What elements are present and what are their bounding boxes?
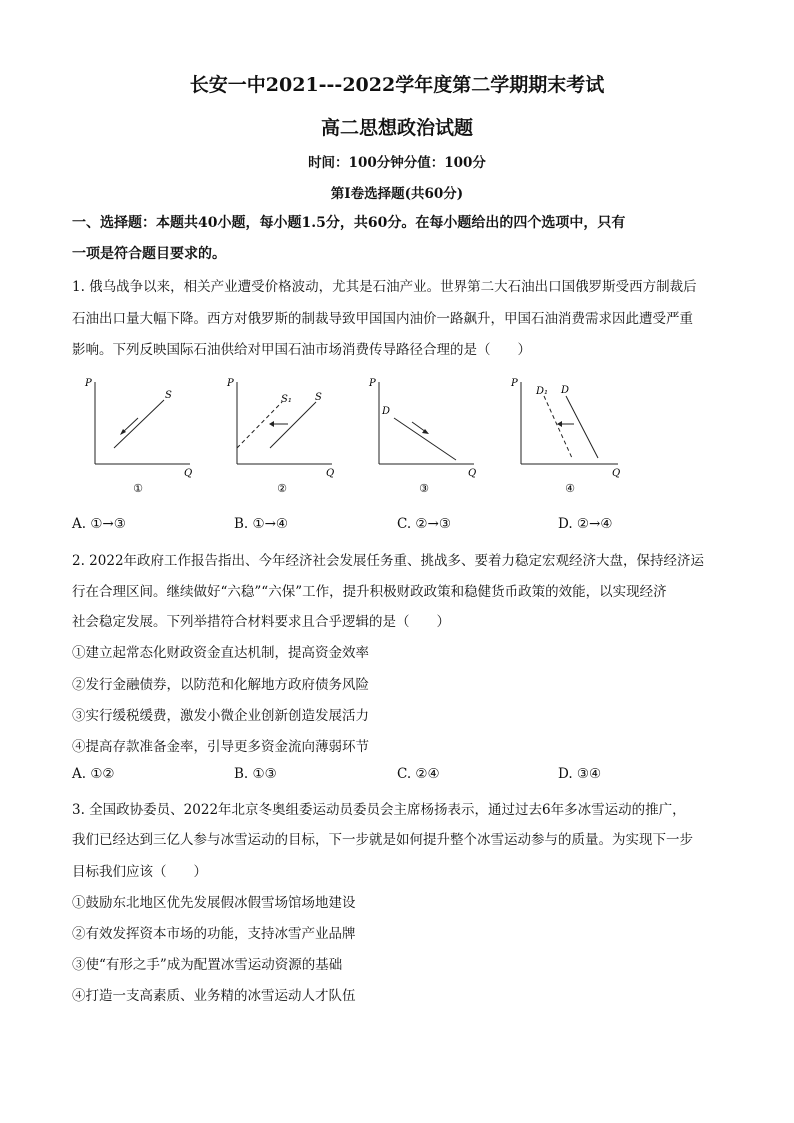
graph-label: ④ [565,482,575,495]
q2-item-3: ③实行缓税缓费，激发小微企业创新创造发展活力 [72,708,369,724]
q1-stem-line3: 影响。下列反映国际石油供给对甲国石油市场消费传导路径合理的是（ ） [72,342,531,358]
q1-option-b[interactable]: B. ①→④ [234,516,289,532]
q3-item-3: ③使“有形之手”成为配置冰雪运动资源的基础 [72,957,343,973]
q3-item-4: ④打造一支高素质、业务精的冰雪运动人才队伍 [72,988,356,1004]
section-instruction-line1: 一、选择题：本题共40小题，每小题1.5分，共60分。在每小题给出的四个选项中，只有 [72,215,626,231]
q1-option-a[interactable]: A. ①→③ [72,516,126,532]
q1-graph-3 [364,372,484,500]
axis-p-label: P [511,378,518,389]
q1-option-d[interactable]: D. ②→④ [558,516,613,532]
demand-curve-d [566,396,598,458]
graph-label: ② [277,482,287,495]
q1-option-c[interactable]: C. ②→③ [397,516,451,532]
axis-q-label: Q [468,468,477,479]
q1-stem-line1: 1. 俄乌战争以来，相关产业遭受价格波动，尤其是石油产业。世界第二大石油出口国俄罗斯受西方制裁后 [72,279,697,295]
q3-item-1: ①鼓励东北地区优先发展假冰假雪场馆场地建设 [72,895,356,911]
curve-label-s: S [315,392,322,403]
curve-label-s1: S₁ [281,394,292,405]
volume-heading: 第Ⅰ卷选择题(共60分) [330,186,464,202]
graph-label: ③ [419,482,429,495]
q2-option-a[interactable]: A. ①② [72,766,115,782]
graph-label: ① [133,482,143,495]
axis-q-label: Q [184,468,193,479]
curve-label: D [382,406,391,417]
arrow-head [269,421,274,427]
curve-label-d: D [561,385,570,396]
q1-graph-2 [222,372,342,500]
q1-graph-4 [506,372,630,500]
q2-option-d[interactable]: D. ③④ [558,766,602,782]
axis-p-label: P [369,378,376,389]
axis-q-label: Q [326,468,335,479]
time-info: 时间：100分钟分值：100分 [308,155,486,171]
curve-label: S [165,390,172,401]
q1-graph-1 [80,372,200,500]
q2-item-2: ②发行金融债券，以防范和化解地方政府债务风险 [72,677,369,693]
demand-curve-d1 [544,396,572,458]
q2-stem-line2: 行在合理区间。继续做好“六稳”“六保”工作，提升积极财政政策和稳健货币政策的效能，以实现经济 [72,584,667,600]
q3-stem-line1: 3. 全国政协委员、2022年北京冬奥组委运动员委员会主席杨扬表示，通过过去6年多冰雪运动的推广， [72,802,686,818]
demand-curve [394,418,456,460]
supply-curve-s [270,402,316,448]
arrow-head [557,421,562,427]
q2-option-b[interactable]: B. ①③ [234,766,277,782]
q1-stem-line2: 石油出口量大幅下降。西方对俄罗斯的制裁导致甲国国内油价一路飙升，甲国石油消费需求因此遭受严重 [72,311,693,327]
axis-q-label: Q [612,468,621,479]
q2-stem-line1: 2. 2022年政府工作报告指出、今年经济社会发展任务重、挑战多、要着力稳定宏观经济大盘，保持经济运 [72,553,705,569]
curve-label-d1: D₁ [536,386,549,397]
q2-item-4: ④提高存款准备金率，引导更多资金流向薄弱环节 [72,739,369,755]
axis-p-label: P [85,378,92,389]
supply-curve [114,400,164,448]
exam-title: 长安一中2021---2022学年度第二学期期末考试 [189,74,605,96]
q3-stem-line3: 目标我们应该（ ） [72,864,207,880]
q2-item-1: ①建立起常态化财政资金直达机制，提高资金效率 [72,645,369,661]
q3-item-2: ②有效发挥资本市场的功能，支持冰雪产业品牌 [72,926,356,942]
supply-curve-s1 [237,402,282,448]
q3-stem-line2: 我们已经达到三亿人参与冰雪运动的目标，下一步就是如何提升整个冰雪运动参与的质量。为实现下一步 [72,832,693,848]
exam-subtitle: 高二思想政治试题 [320,117,473,139]
q2-option-c[interactable]: C. ②④ [397,766,440,782]
q2-stem-line3: 社会稳定发展。下列举措符合材料要求且合乎逻辑的是（ ） [72,614,450,630]
axis-p-label: P [227,378,234,389]
section-instruction-line2: 一项是符合题目要求的。 [72,246,226,262]
